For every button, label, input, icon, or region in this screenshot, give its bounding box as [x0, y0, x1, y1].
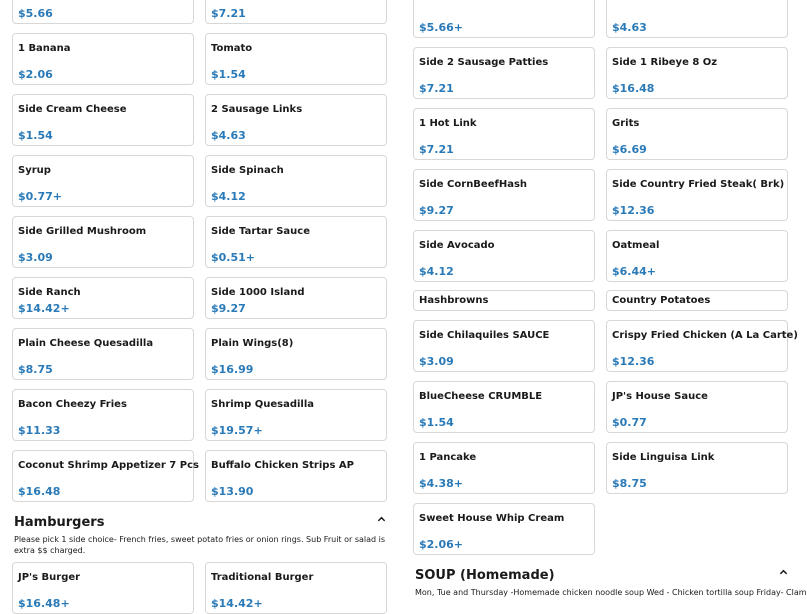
menu-item-card[interactable] [12, 94, 194, 146]
item-name: Side Avocado [419, 240, 495, 251]
item-price: $16.48 [612, 82, 655, 95]
item-price: $5.66+ [419, 21, 464, 34]
menu-item-card[interactable] [205, 328, 387, 380]
item-name: Plain Cheese Quesadilla [18, 338, 154, 349]
menu-item-card[interactable] [205, 389, 387, 441]
item-price: $0.51+ [211, 251, 256, 264]
item-price: $6.44+ [612, 265, 657, 278]
menu-item-card[interactable] [413, 381, 595, 433]
menu-item-card[interactable] [205, 0, 387, 24]
menu-item-card[interactable] [606, 47, 788, 99]
item-name: Side Grilled Mushroom [18, 226, 147, 237]
item-price: $5.66 [18, 7, 53, 20]
item-price: $3.09 [419, 355, 454, 368]
menu-item-card[interactable] [413, 230, 595, 282]
item-price: $7.21 [419, 82, 454, 95]
item-name: Side Spinach [211, 165, 284, 176]
menu-item-card[interactable] [205, 562, 387, 614]
item-name: JP's House Sauce [612, 391, 708, 402]
menu-item-card[interactable] [205, 450, 387, 502]
item-name: Tomato [211, 43, 253, 54]
item-name: Sweet House Whip Cream [419, 513, 565, 524]
item-price: $12.36 [612, 355, 655, 368]
menu-item-card[interactable] [12, 33, 194, 85]
item-price: $4.63 [211, 129, 246, 142]
item-price: $0.77+ [18, 190, 63, 203]
item-name: 1 Pancake [419, 452, 477, 463]
menu-item-card[interactable] [413, 442, 595, 494]
item-name: Syrup [18, 165, 51, 176]
item-name: Side Cream Cheese [18, 104, 127, 115]
section-description-soup: Mon, Tue and Thursday -Homemade chicken noodle soup Wed - Chicken tortilla soup Friday- Clam [415, 588, 807, 597]
item-name: Traditional Burger [211, 572, 314, 583]
item-name: Oatmeal [612, 240, 660, 251]
item-name: Side 1 Ribeye 8 Oz [612, 57, 718, 68]
item-price: $12.36 [612, 204, 655, 217]
menu-item-card[interactable] [12, 155, 194, 207]
item-price: $16.99 [211, 363, 254, 376]
menu-item-card[interactable] [12, 277, 194, 319]
menu-item-card[interactable] [12, 216, 194, 268]
item-price: $2.06 [18, 68, 53, 81]
item-name: 1 Banana [18, 43, 71, 54]
item-price: $16.48 [18, 485, 61, 498]
section-title-soup: SOUP (Homemade) [415, 568, 555, 583]
menu-item-card[interactable] [413, 0, 595, 38]
item-name: Side Chilaquiles SAUCE [419, 330, 550, 341]
menu-item-card[interactable] [413, 503, 595, 555]
menu-item-card[interactable] [205, 94, 387, 146]
item-price: $19.57+ [211, 424, 263, 437]
item-price: $6.69 [612, 143, 647, 156]
item-price: $4.38+ [419, 477, 464, 490]
menu-item-card[interactable] [205, 33, 387, 85]
item-name: Buffalo Chicken Strips AP [211, 460, 354, 471]
menu-item-card[interactable] [12, 389, 194, 441]
item-name: Plain Wings(8) [211, 338, 294, 349]
menu-item-card[interactable] [606, 108, 788, 160]
item-price: $8.75 [612, 477, 647, 490]
item-price: $7.21 [211, 7, 246, 20]
item-price: $16.48+ [18, 597, 70, 610]
item-price: $4.12 [419, 265, 454, 278]
item-price: $13.90 [211, 485, 254, 498]
menu-item-card[interactable] [205, 155, 387, 207]
item-name: Hashbrowns [419, 295, 489, 306]
item-name: BlueCheese CRUMBLE [419, 391, 543, 402]
menu-item-card[interactable] [12, 328, 194, 380]
item-name: Side Tartar Sauce [211, 226, 310, 237]
menu-item-card[interactable] [12, 450, 199, 502]
menu-item-card[interactable] [12, 0, 194, 24]
chevron-up-icon[interactable] [374, 512, 388, 526]
item-name: Grits [612, 118, 640, 129]
menu-item-card[interactable] [606, 169, 788, 221]
item-name: 2 Sausage Links [211, 104, 303, 115]
item-price: $2.06+ [419, 538, 464, 551]
item-name: Coconut Shrimp Appetizer 7 Pcs [18, 460, 199, 471]
menu-item-card[interactable] [12, 562, 194, 614]
item-price: $9.27 [211, 302, 246, 315]
item-name: Side Ranch [18, 287, 81, 298]
menu-item-card[interactable] [606, 290, 788, 311]
menu-item-card[interactable] [606, 320, 798, 372]
chevron-up-icon[interactable] [776, 565, 790, 579]
item-price: $4.63 [612, 21, 647, 34]
item-name: Shrimp Quesadilla [211, 399, 315, 410]
item-name: Side Linguisa Link [612, 452, 715, 463]
menu-item-card[interactable] [606, 381, 788, 433]
menu-item-card[interactable] [606, 0, 788, 38]
menu-item-card[interactable] [413, 108, 595, 160]
menu-item-card[interactable] [606, 442, 788, 494]
menu-item-card[interactable] [205, 216, 387, 268]
item-name: JP's Burger [18, 572, 81, 583]
item-price: $1.54 [18, 129, 53, 142]
item-name: Side 1000 Island [211, 287, 305, 298]
item-price: $8.75 [18, 363, 53, 376]
menu-item-card[interactable] [606, 230, 788, 282]
item-price: $9.27 [419, 204, 454, 217]
item-name: Bacon Cheezy Fries [18, 399, 127, 410]
item-name: Side 2 Sausage Patties [419, 57, 549, 68]
item-name: Side CornBeefHash [419, 179, 528, 190]
menu-item-card[interactable] [413, 47, 595, 99]
item-name: Crispy Fried Chicken (A La Carte) [612, 330, 798, 341]
item-price: $3.09 [18, 251, 53, 264]
item-price: $11.33 [18, 424, 61, 437]
item-name: Country Potatoes [612, 295, 711, 306]
item-price: $0.77 [612, 416, 647, 429]
item-price: $4.12 [211, 190, 246, 203]
item-price: $7.21 [419, 143, 454, 156]
item-name: Side Country Fried Steak( Brk) [612, 179, 785, 190]
menu-item-card[interactable] [413, 169, 595, 221]
menu-item-card[interactable] [205, 277, 387, 319]
menu-item-card[interactable] [413, 320, 595, 372]
menu-item-card[interactable] [413, 290, 595, 311]
item-price: $14.42+ [211, 597, 263, 610]
item-price: $1.54 [419, 416, 454, 429]
item-price: $14.42+ [18, 302, 70, 315]
section-title-hamburgers: Hamburgers [14, 515, 105, 530]
item-price: $1.54 [211, 68, 246, 81]
section-description-hamburgers: Please pick 1 side choice- French fries, sweet potato fries or onion rings. Sub Fruit or salad is extra $$ charged. [14, 535, 386, 555]
item-name: 1 Hot Link [419, 118, 477, 129]
